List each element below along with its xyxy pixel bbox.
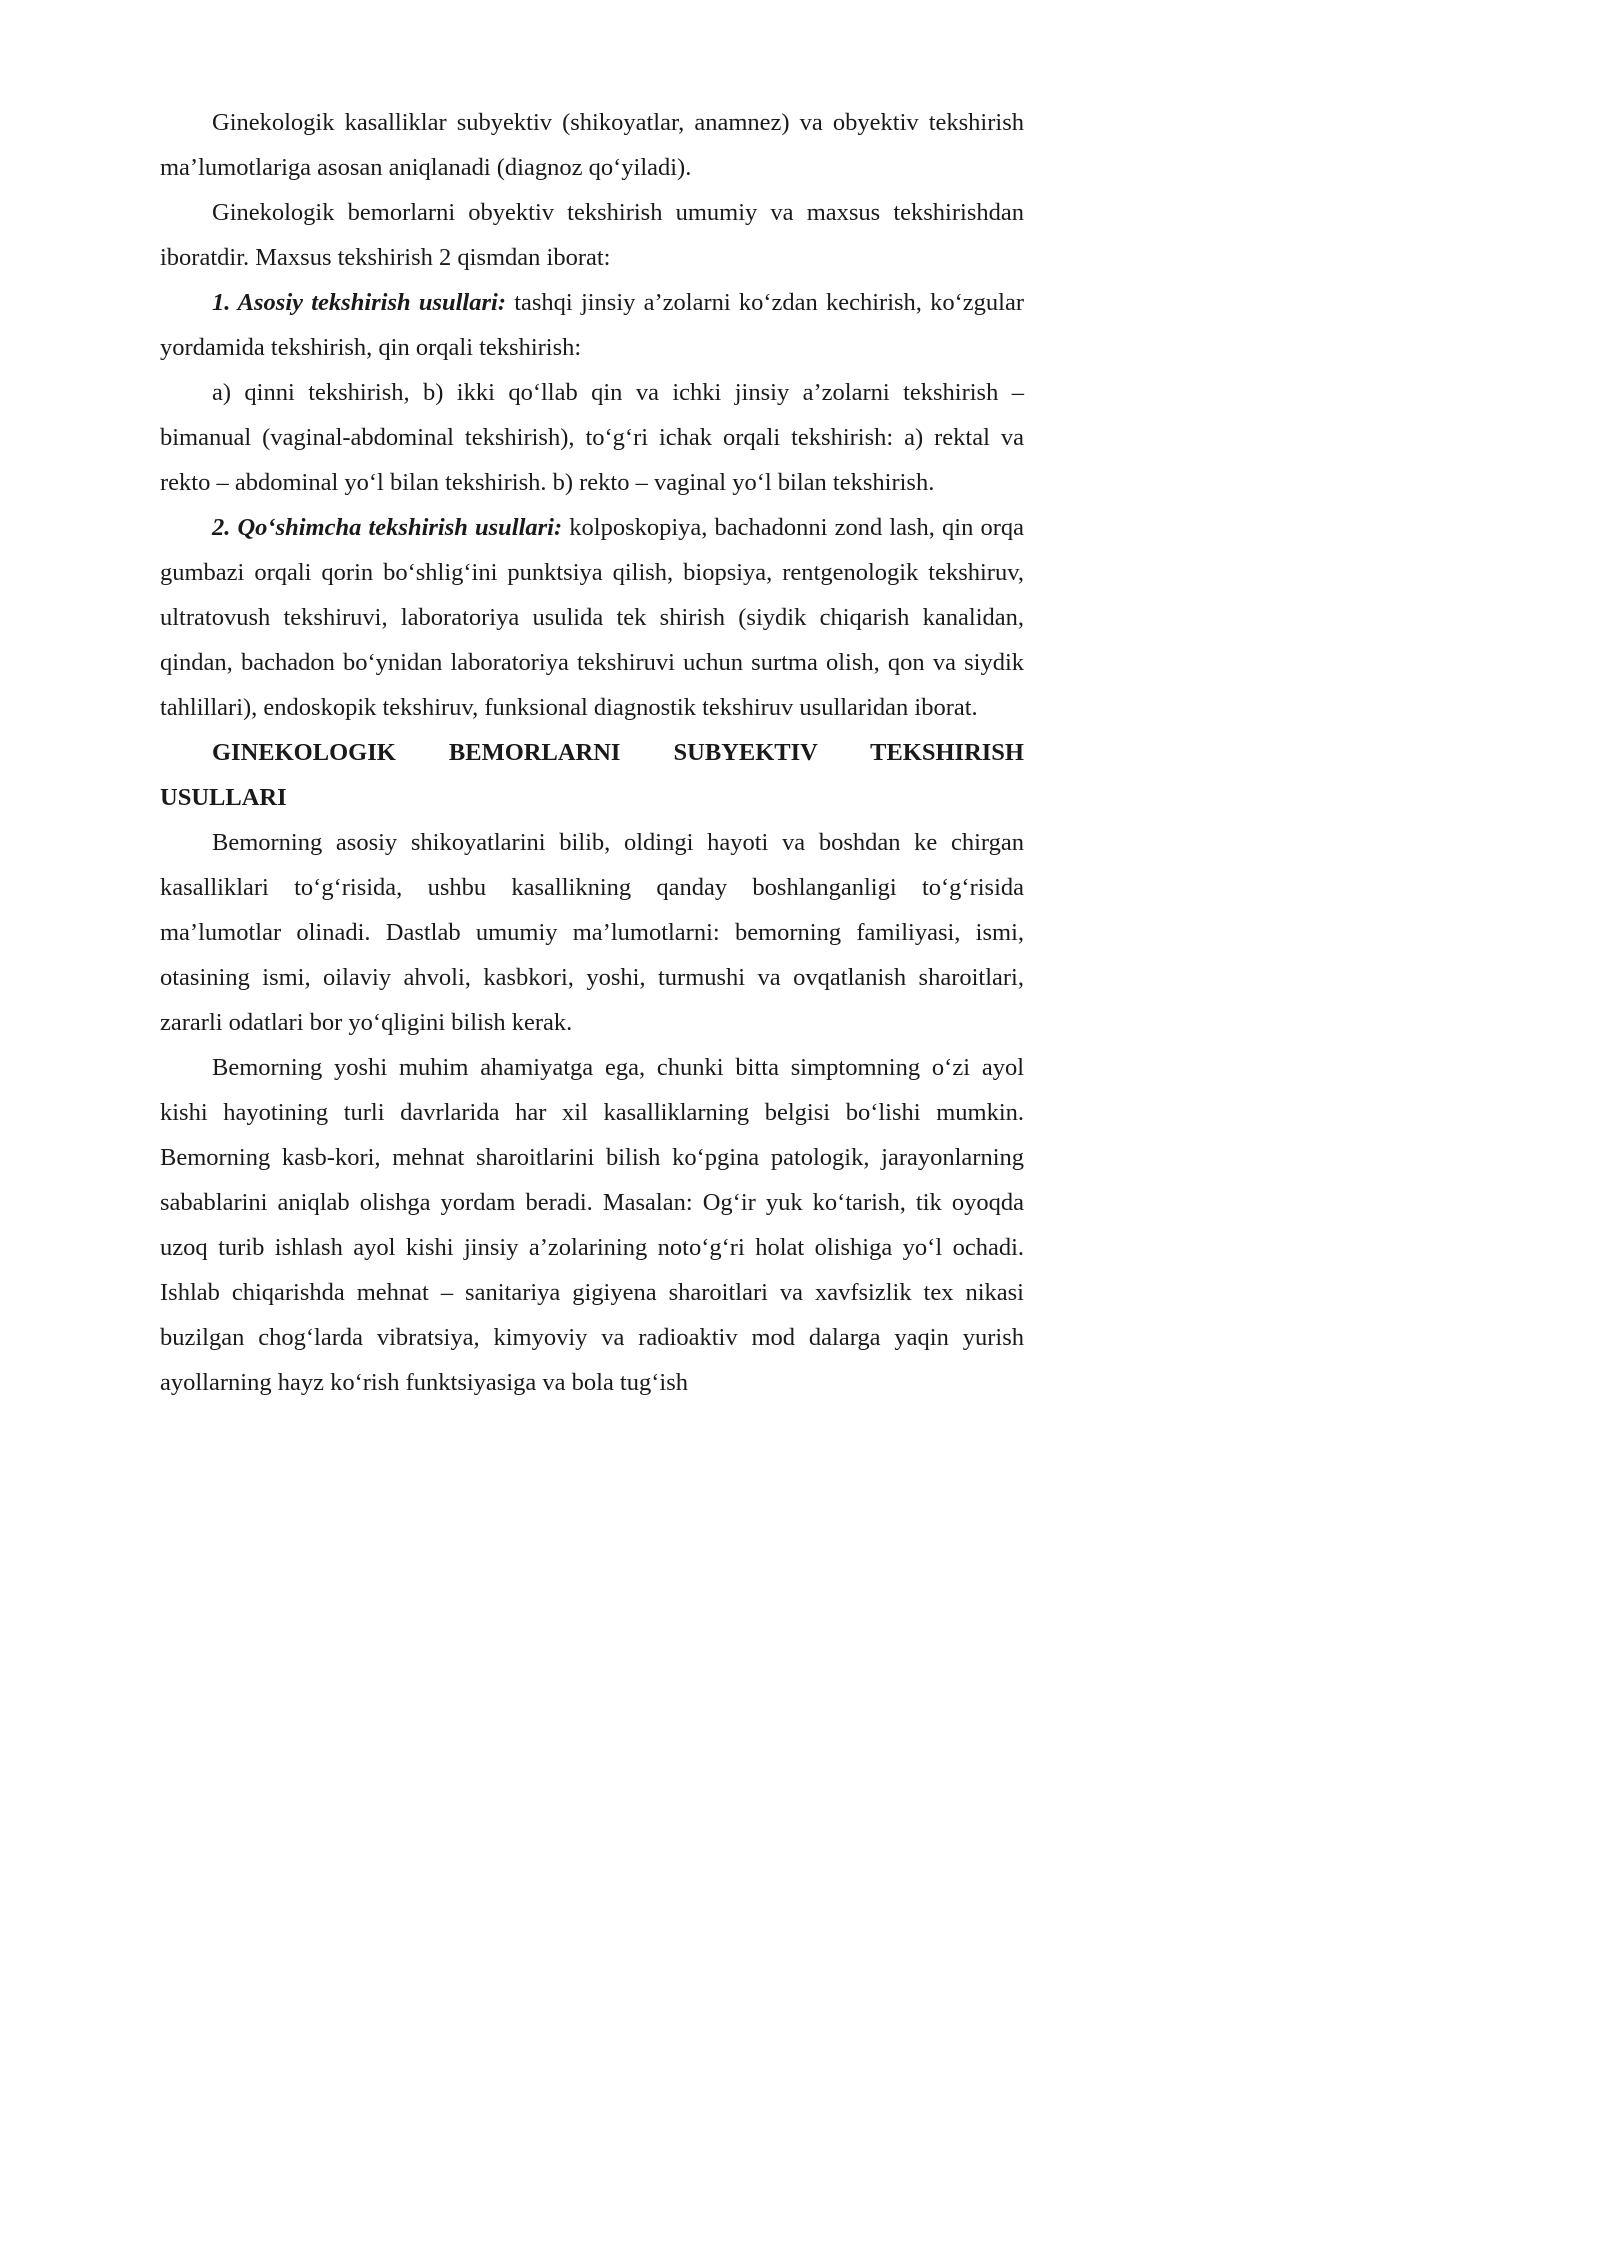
main-methods-text: tashqi jinsiy a’zolarni ko‘zdan kechirish, ko‘zgular yordamida tekshirish, qin orqali tekshirish: xyxy=(160,289,1025,361)
objective-exam-paragraph: Ginekologik bemorlarni obyektiv tekshirish umumiy va maxsus tekshirishdan iboratdir. Maxsus tekshirish 2 qismdan iborat: xyxy=(160,199,1024,271)
main-methods-label: 1. Asosiy tekshirish usullari: xyxy=(212,289,506,316)
complaints-paragraph: Bemorning asosiy shikoyatlarini bilib, oldingi hayoti va boshdan ke chirgan kasalliklari to‘g‘risida, ushbu kasallikning qanday boshlanganligi to‘g‘risida ma’lumotlar olinadi. Dastlab umumiy ma’lumotlarni: bemorning familiyasi, ismi, otasining ismi, oilaviy ahvoli, kasbkori, yoshi, turmushi va ovqatlanish sharoitlari, zararli odatlari bor yo‘qligini bilish kerak. xyxy=(160,829,1024,1036)
additional-methods-label: 2. Qo‘shimcha tekshirish usullari: xyxy=(212,514,563,541)
additional-methods-text: kolposkopiya, bachadonni zond lash, qin orqa gumbazi orqali qorin bo‘shlig‘ini punktsiya qilish, biopsiya, rentgenologik tekshiruv, ultratovush tekshiruvi, laboratoriya usulida tek shirish (siydik chiqarish kanalidan, qindan, bachadon bo‘ynidan laboratoriya tekshiruvi uchun surtma olish, qon va siydik tahlillari), endoskopik tekshiruv, funksional diagnostik tekshiruv usullaridan iborat. xyxy=(160,514,1024,721)
section-heading: GINEKOLOGIK BEMORLARNI SUBYEKTIV TEKSHIRISH xyxy=(212,739,1024,766)
document-page xyxy=(160,100,1024,1405)
section-heading-continuation: USULLARI xyxy=(160,784,287,811)
additional-methods-paragraph xyxy=(160,505,1024,730)
intro-paragraph: Ginekologik kasalliklar subyektiv (shikoyatlar, anamnez) va obyektiv tekshirish ma’lumotlariga asosan aniqlanadi (diagnoz qo‘yiladi). xyxy=(160,109,1024,181)
main-methods-paragraph xyxy=(160,280,1024,370)
age-paragraph: Bemorning yoshi muhim ahamiyatga ega, chunki bitta simptomning o‘zi ayol kishi hayotining turli davrlarida har xil kasalliklarning belgisi bo‘lishi mumkin. Bemorning kasb-kori, mehnat sharoitlarini bilish ko‘pgina patologik, jarayonlarning sabablarini aniqlab olishga yordam beradi. Masalan: Og‘ir yuk ko‘tarish, tik oyoqda uzoq turib ishlash ayol kishi jinsiy a’zolarining noto‘g‘ri holat olishiga yo‘l ochadi. Ishlab chiqarishda mehnat – sanitariya gigiyena sharoitlari va xavfsizlik tex nikasi buzilgan chog‘larda vibratsiya, kimyoviy va radioaktiv mod dalarga yaqin yurish ayollarning hayz ko‘rish funktsiyasiga va bola tug‘ish xyxy=(160,1054,1024,1396)
vaginal-exam-paragraph: a) qinni tekshirish, b) ikki qo‘llab qin va ichki jinsiy a’zolarni tekshirish – bimanual (vaginal-abdominal tekshirish), to‘g‘ri ichak orqali tekshirish: a) rektal va rekto – abdominal yo‘l bilan tekshirish. b) rekto – vaginal yo‘l bilan tekshirish. xyxy=(160,379,1024,496)
